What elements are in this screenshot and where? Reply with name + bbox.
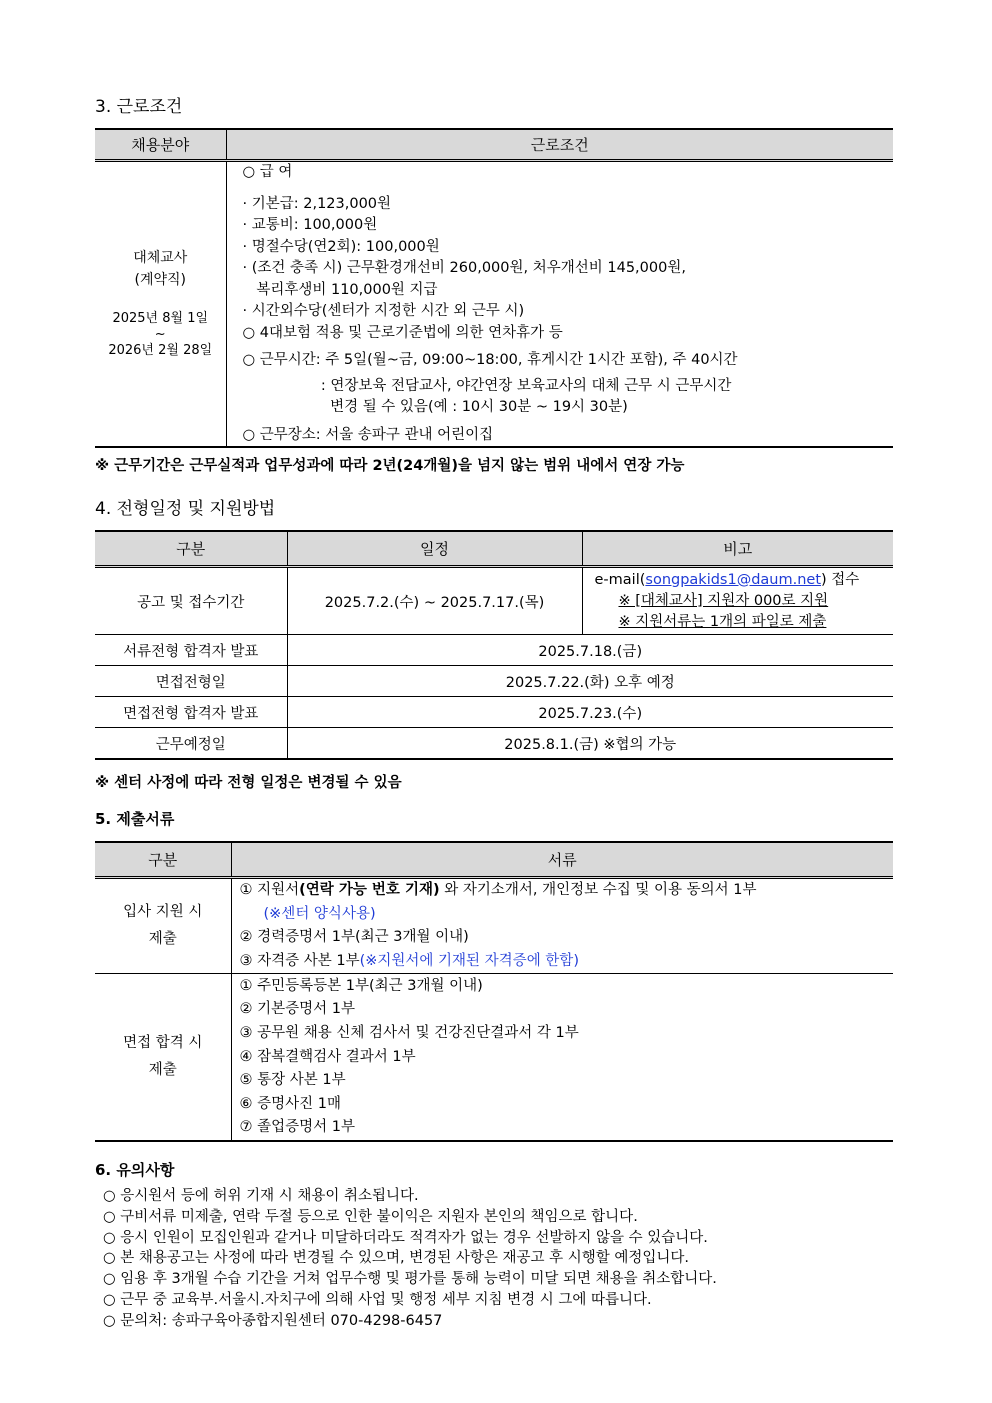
header-category: 구분 <box>95 842 231 878</box>
remark-line-3: ※ 지원서류는 1개의 파일로 제출 <box>618 613 827 630</box>
schedule-label: 면접전형 합격자 발표 <box>95 697 287 728</box>
doc-category-label: 면접 합격 시 <box>123 1035 203 1052</box>
schedule-date: 2025.7.2.(수) ~ 2025.7.17.(목) <box>287 567 582 635</box>
condition-line: ○ 급 여 <box>242 164 293 180</box>
header-schedule: 일정 <box>287 531 582 567</box>
doc-item: ① 지원서(연락 가능 번호 기재) 와 자기소개서, 개인정보 수집 및 이용 동의서 1부 <box>239 882 757 898</box>
email-link[interactable]: songpakids1@daum.net <box>645 571 822 588</box>
doc-item: ④ 잠복결핵검사 결과서 1부 <box>239 1048 416 1065</box>
condition-line: · 명절수당(연2회): 100,000원 <box>242 238 440 255</box>
schedule-date: 2025.7.23.(수) <box>287 697 893 728</box>
section5-title: 5. 제출서류 <box>95 810 175 828</box>
doc-item: ② 경력증명서 1부(최근 3개월 이내) <box>239 929 469 946</box>
schedule-label: 공고 및 접수기간 <box>137 594 245 611</box>
section4-note: ※ 센터 사정에 따라 전형 일정은 변경될 수 있음 <box>95 775 402 791</box>
section4-title: 4. 전형일정 및 지원방법 <box>95 499 276 519</box>
section3-title: 3. 근로조건 <box>95 97 183 117</box>
conditions-cell <box>226 161 893 448</box>
header-documents: 서류 <box>231 842 893 878</box>
condition-line: 변경 될 수 있음(예 : 10시 30분 ~ 19시 30분) <box>242 399 628 415</box>
field-name: 대체교사 <box>133 250 188 266</box>
header-category: 구분 <box>95 531 287 567</box>
schedule-table <box>95 530 893 760</box>
doc-item: ① 주민등록등본 1부(최근 3개월 이내) <box>239 977 483 994</box>
doc-list-1 <box>231 878 893 974</box>
doc-item: ⑤ 통장 사본 1부 <box>239 1072 346 1089</box>
field-type: (계약직) <box>134 272 186 288</box>
notice-item: ○ 본 채용공고는 사정에 따라 변경될 수 있으며, 변경된 사항은 재공고 후 시행할 예정입니다. <box>103 1250 690 1267</box>
condition-line: : 연장보육 전담교사, 야간연장 보육교사의 대체 근무 시 근무시간 <box>242 377 732 394</box>
field-cell <box>95 161 226 448</box>
doc-category-label: 입사 지원 시 <box>123 904 203 921</box>
condition-line: · 교통비: 100,000원 <box>242 217 378 233</box>
schedule-label: 서류전형 합격자 발표 <box>95 635 287 666</box>
doc-item-note: (※센터 양식사용) <box>263 905 376 922</box>
notice-item: ○ 응시원서 등에 허위 기재 시 채용이 취소됩니다. <box>103 1188 419 1204</box>
condition-line: · 기본급: 2,123,000원 <box>242 195 392 212</box>
header-conditions: 근로조건 <box>226 129 893 161</box>
doc-item: ② 기본증명서 1부 <box>239 1001 355 1018</box>
doc-category-label: 제출 <box>148 1062 177 1079</box>
doc-item: ③ 자격증 사본 1부(※지원서에 기재된 자격증에 한함) <box>239 952 579 969</box>
remark-suffix: ) 접수 <box>821 571 860 588</box>
condition-line: ○ 근무시간: 주 5일(월~금, 09:00~18:00, 휴게시간 1시간 포함), 주 40시간 <box>242 352 738 368</box>
notice-item: ○ 응시 인원이 모집인원과 같거나 미달하더라도 적격자가 없는 경우 선발하지 않을 수 있습니다. <box>103 1229 708 1246</box>
condition-line: ○ 근무장소: 서울 송파구 관내 어린이집 <box>242 426 494 443</box>
notice-list <box>103 1186 717 1332</box>
notice-item: ○ 임용 후 3개월 수습 기간을 거쳐 업무수행 및 평가를 통해 능력이 미달 되면 채용을 취소합니다. <box>103 1271 717 1288</box>
section3-note: ※ 근무기간은 근무실적과 업무성과에 따라 2년(24개월)을 넘지 않는 범위 내에서 연장 가능 <box>95 458 685 474</box>
doc-list-2 <box>231 974 893 1142</box>
condition-line: · (조건 충족 시) 근무환경개선비 260,000원, 처우개선비 145,000원, <box>242 260 686 276</box>
doc-item: ⑥ 증명사진 1매 <box>239 1095 341 1112</box>
field-tilde: ~ <box>154 327 166 342</box>
schedule-date: 2025.7.22.(화) 오후 예정 <box>287 666 893 697</box>
remark-cell <box>582 567 893 635</box>
doc-category-1 <box>95 878 231 974</box>
notice-item: ○ 구비서류 미제출, 연락 두절 등으로 인한 불이익은 지원자 본인의 책임으로 합니다. <box>103 1208 638 1225</box>
doc-item: ⑦ 졸업증명서 1부 <box>239 1119 355 1136</box>
schedule-label: 면접전형일 <box>95 666 287 697</box>
field-end: 2026년 2월 28일 <box>108 343 213 358</box>
doc-category-2 <box>95 974 231 1142</box>
condition-line: 복리후생비 110,000원 지급 <box>242 281 438 298</box>
notice-item: ○ 문의처: 송파구육아종합지원센터 070-4298-6457 <box>103 1312 443 1329</box>
section6-title: 6. 유의사항 <box>95 1161 175 1179</box>
remark-prefix: e-mail( <box>594 571 646 588</box>
doc-item: ③ 공무원 채용 신체 검사서 및 건강진단결과서 각 1부 <box>239 1024 579 1041</box>
documents-table <box>95 841 893 1142</box>
condition-line: · 시간외수당(센터가 지정한 시간 외 근무 시) <box>242 303 525 319</box>
field-start: 2025년 8월 1일 <box>112 311 209 326</box>
work-conditions-table <box>95 128 893 448</box>
remark-line-2: ※ [대체교사] 지원자 000로 지원 <box>618 592 829 609</box>
header-field: 채용분야 <box>95 129 226 161</box>
schedule-date: 2025.8.1.(금) ※협의 가능 <box>287 728 893 760</box>
schedule-date: 2025.7.18.(금) <box>287 635 893 666</box>
schedule-label: 근무예정일 <box>95 728 287 760</box>
condition-line: ○ 4대보험 적용 및 근로기준법에 의한 연차휴가 등 <box>242 324 563 341</box>
doc-category-label: 제출 <box>148 931 177 948</box>
notice-item: ○ 근무 중 교육부.서울시.자치구에 의해 사업 및 행정 세부 지침 변경 시 그에 따릅니다. <box>103 1291 652 1308</box>
header-remark: 비고 <box>582 531 893 567</box>
